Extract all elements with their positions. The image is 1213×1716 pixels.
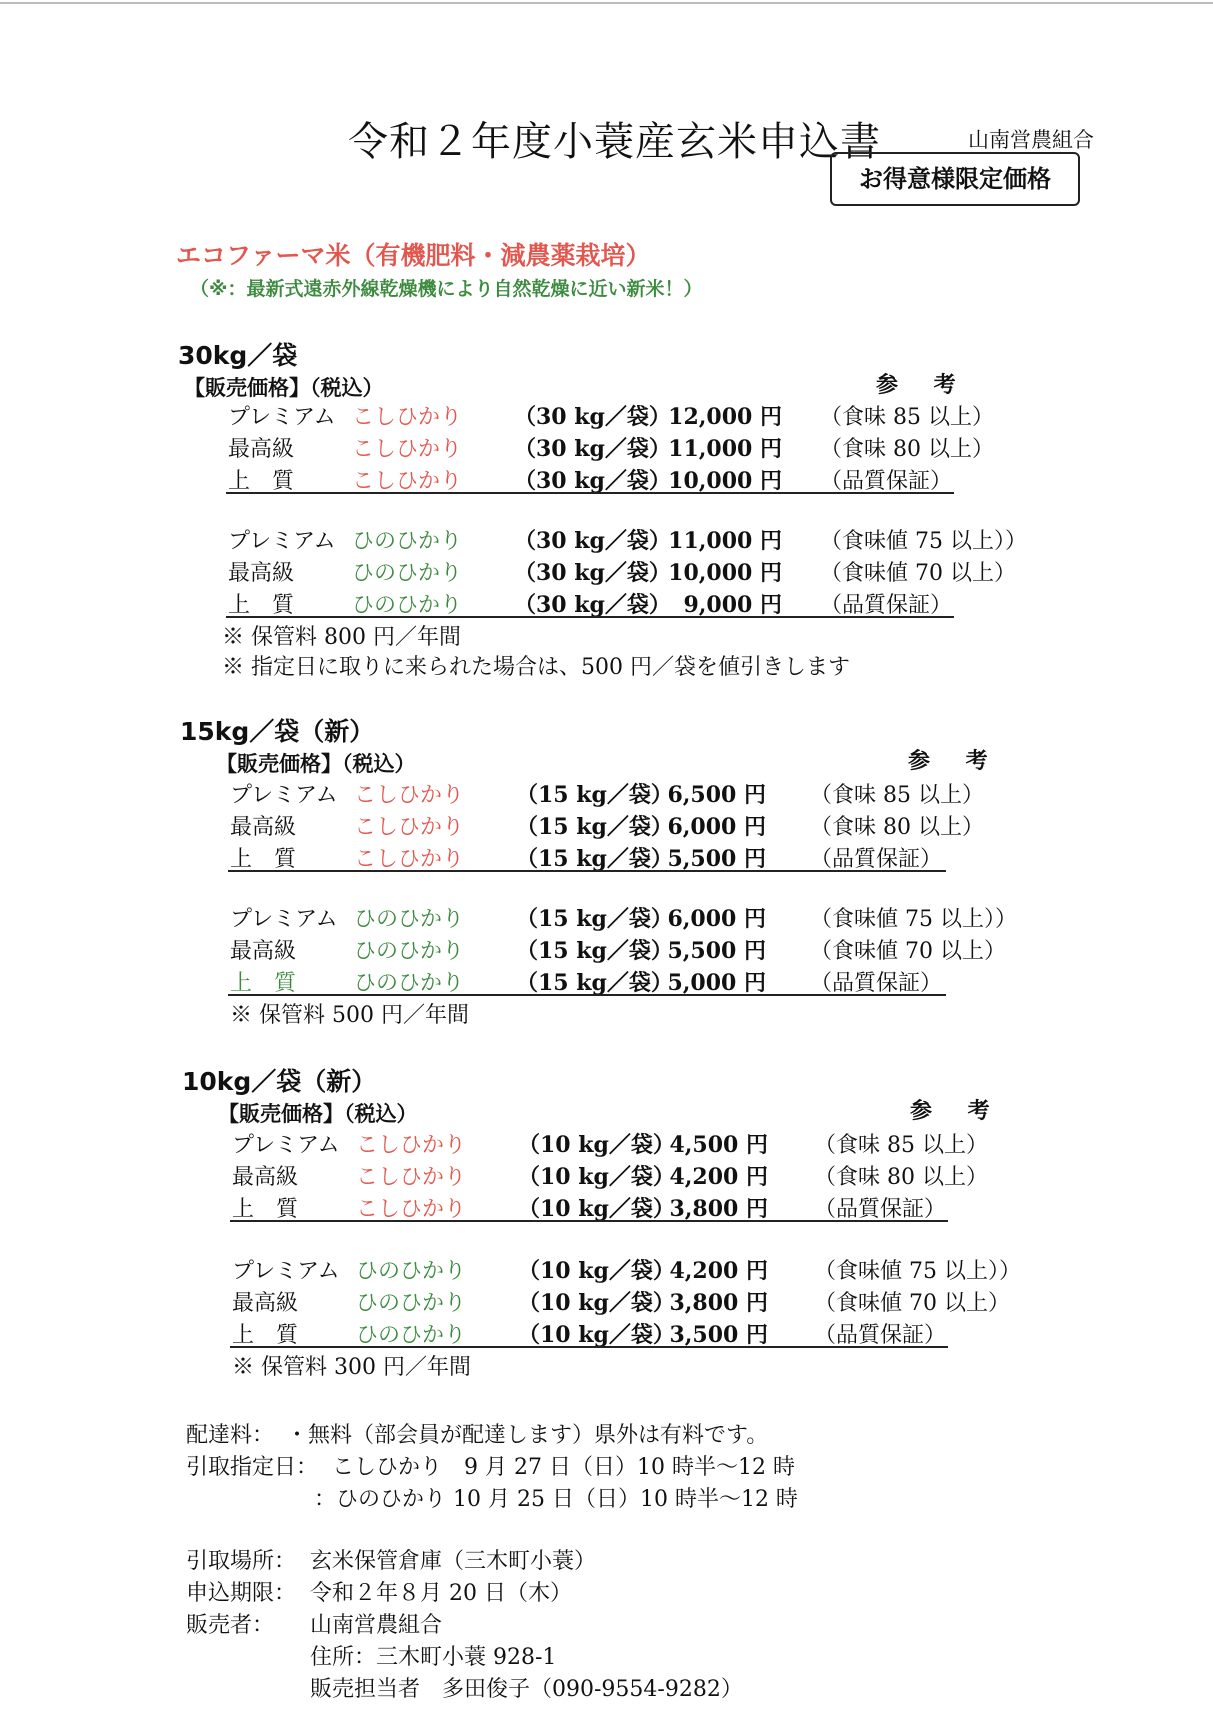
bag-size: （10 kg／袋）	[518, 1258, 675, 1284]
bag-size: （30 kg／袋）	[514, 592, 671, 618]
price: 6,500 円	[667, 782, 766, 808]
storage-fee-note: ※ 保管料 500 円／年間	[230, 1003, 469, 1028]
grade: 最高級	[232, 1291, 299, 1316]
reference-note: （食味値 75 以上））	[820, 529, 1027, 554]
bag-size: （10 kg／袋）	[518, 1132, 675, 1158]
bag-size: （15 kg／袋）	[516, 970, 673, 996]
grade: 上 質	[230, 971, 297, 996]
seller-label: 販売者：	[186, 1613, 275, 1638]
bag-size: （10 kg／袋）	[518, 1290, 675, 1316]
grade: 上 質	[230, 847, 297, 872]
reference-note: （品質保証）	[810, 971, 943, 996]
price: 5,500 円	[667, 938, 766, 964]
variety: ひのひかり	[354, 971, 465, 996]
eco-farmer-note: （※：最新式遠赤外線乾燥機により自然乾燥に近い新米！）	[190, 278, 703, 300]
grade: 上 質	[232, 1323, 299, 1348]
price: 10,000 円	[668, 468, 782, 494]
variety: こしひかり	[356, 1197, 467, 1222]
group-underline	[230, 1346, 948, 1348]
reference-note: （食味値 70 以上）	[820, 561, 1016, 586]
price: 9,000 円	[683, 592, 782, 618]
reference-note: （食味 85 以上）	[810, 783, 984, 808]
grade: プレミアム	[230, 783, 338, 808]
grade: 最高級	[232, 1165, 299, 1190]
delivery-label: 配達料：	[186, 1423, 275, 1448]
reference-note: （食味値 70 以上）	[810, 939, 1006, 964]
price: 5,500 円	[667, 846, 766, 872]
deadline-value: 令和２年８月 20 日（木）	[310, 1581, 572, 1606]
grade: 最高級	[228, 437, 295, 462]
reference-note: （食味 80 以上）	[810, 815, 984, 840]
seller-name: 山南営農組合	[310, 1613, 443, 1638]
reference-note: （食味値 70 以上）	[814, 1291, 1010, 1316]
reference-note: （品質保証）	[814, 1197, 947, 1222]
reference-note: （食味値 75 以上））	[810, 907, 1017, 932]
grade: プレミアム	[228, 529, 336, 554]
limited-price-badge: お得意様限定価格	[830, 152, 1080, 206]
storage-fee-note: ※ 保管料 800 円／年間	[222, 625, 461, 650]
grade: プレミアム	[230, 907, 338, 932]
pickup-place-value: 玄米保管倉庫（三木町小蓑）	[310, 1549, 597, 1574]
group-underline	[228, 994, 946, 996]
variety: ひのひかり	[352, 529, 463, 554]
variety: こしひかり	[356, 1165, 467, 1190]
price: 11,000 円	[668, 436, 782, 462]
grade: 最高級	[230, 815, 297, 840]
bag-size: （10 kg／袋）	[518, 1196, 675, 1222]
variety: こしひかり	[356, 1133, 467, 1158]
price: 3,800 円	[669, 1290, 768, 1316]
reference-note: （品質保証）	[820, 593, 953, 618]
bag-size: （15 kg／袋）	[516, 846, 673, 872]
price: 4,500 円	[669, 1132, 768, 1158]
group-underline	[226, 492, 954, 494]
variety: ひのひかり	[354, 939, 465, 964]
reference-note: （食味 80 以上）	[814, 1165, 988, 1190]
grade: 最高級	[230, 939, 297, 964]
bag-size: （15 kg／袋）	[516, 906, 673, 932]
reference-label: 参 考	[910, 1098, 1004, 1124]
price-label: 【販売価格】（税込）	[218, 1101, 418, 1126]
variety: こしひかり	[352, 437, 463, 462]
variety: こしひかり	[352, 405, 463, 430]
deadline-label: 申込期限：	[186, 1581, 297, 1606]
variety: こしひかり	[354, 815, 465, 840]
bag-size: （15 kg／袋）	[516, 782, 673, 808]
section-heading: 30kg／袋	[178, 341, 298, 370]
bag-size: （30 kg／袋）	[514, 560, 671, 586]
pickup-date-koshihikari: こしひかり 9 月 27 日（日）10 時半～12 時	[332, 1455, 795, 1480]
variety: ひのひかり	[352, 593, 463, 618]
price-label: 【販売価格】（税込）	[216, 751, 416, 776]
reference-note: （食味値 75 以上））	[814, 1259, 1021, 1284]
grade: 上 質	[228, 593, 295, 618]
bag-size: （30 kg／袋）	[514, 468, 671, 494]
price: 11,000 円	[668, 528, 782, 554]
section-heading: 15kg／袋（新）	[180, 717, 375, 746]
storage-fee-note: ※ 保管料 300 円／年間	[232, 1355, 471, 1380]
price: 3,800 円	[669, 1196, 768, 1222]
bag-size: （30 kg／袋）	[514, 436, 671, 462]
pickup-date-label: 引取指定日：	[186, 1455, 319, 1480]
grade: 上 質	[232, 1197, 299, 1222]
grade: 最高級	[228, 561, 295, 586]
variety: ひのひかり	[354, 907, 465, 932]
price: 6,000 円	[667, 906, 766, 932]
bag-size: （30 kg／袋）	[514, 404, 671, 430]
pickup-place-label: 引取場所：	[186, 1549, 297, 1574]
reference-note: （食味 80 以上）	[820, 437, 994, 462]
scan-top-border	[0, 2, 1213, 4]
reference-note: （品質保証）	[810, 847, 943, 872]
reference-label: 参 考	[876, 372, 970, 398]
pickup-discount-note: ※ 指定日に取りに来られた場合は、500 円／袋を値引きします	[222, 655, 850, 680]
seller-address: 住所：三木町小蓑 928-1	[310, 1645, 557, 1670]
price: 10,000 円	[668, 560, 782, 586]
variety: こしひかり	[354, 783, 465, 808]
reference-note: （品質保証）	[820, 469, 953, 494]
price: 4,200 円	[669, 1164, 768, 1190]
group-underline	[228, 870, 946, 872]
variety: ひのひかり	[356, 1291, 467, 1316]
grade: プレミアム	[232, 1133, 340, 1158]
price: 6,000 円	[667, 814, 766, 840]
seller-contact: 販売担当者 多田俊子（090-9554-9282）	[310, 1677, 743, 1702]
price-label: 【販売価格】（税込）	[184, 375, 384, 400]
reference-label: 参 考	[908, 748, 1002, 774]
section-heading: 10kg／袋（新）	[182, 1067, 377, 1096]
price: 3,500 円	[669, 1322, 768, 1348]
pickup-date-hinohikari: ：ひのひかり 10 月 25 日（日）10 時半～12 時	[314, 1487, 798, 1512]
eco-farmer-heading: エコファーマ米（有機肥料・減農薬栽培）	[176, 241, 651, 270]
bag-size: （30 kg／袋）	[514, 528, 671, 554]
price: 4,200 円	[669, 1258, 768, 1284]
bag-size: （15 kg／袋）	[516, 814, 673, 840]
reference-note: （食味 85 以上）	[814, 1133, 988, 1158]
reference-note: （食味 85 以上）	[820, 405, 994, 430]
bag-size: （15 kg／袋）	[516, 938, 673, 964]
variety: ひのひかり	[356, 1323, 467, 1348]
price: 12,000 円	[668, 404, 782, 430]
grade: プレミアム	[228, 405, 336, 430]
variety: こしひかり	[354, 847, 465, 872]
delivery-value: ・無料（部会員が配達します）県外は有料です。	[286, 1423, 769, 1448]
variety: ひのひかり	[356, 1259, 467, 1284]
grade: プレミアム	[232, 1259, 340, 1284]
reference-note: （品質保証）	[814, 1323, 947, 1348]
price: 5,000 円	[667, 970, 766, 996]
page-title: 令和２年度小蓑産玄米申込書	[348, 119, 881, 165]
bag-size: （10 kg／袋）	[518, 1322, 675, 1348]
group-underline	[226, 616, 954, 618]
organization-name: 山南営農組合	[968, 128, 1094, 152]
variety: こしひかり	[352, 469, 463, 494]
group-underline	[230, 1220, 948, 1222]
grade: 上 質	[228, 469, 295, 494]
bag-size: （10 kg／袋）	[518, 1164, 675, 1190]
variety: ひのひかり	[352, 561, 463, 586]
